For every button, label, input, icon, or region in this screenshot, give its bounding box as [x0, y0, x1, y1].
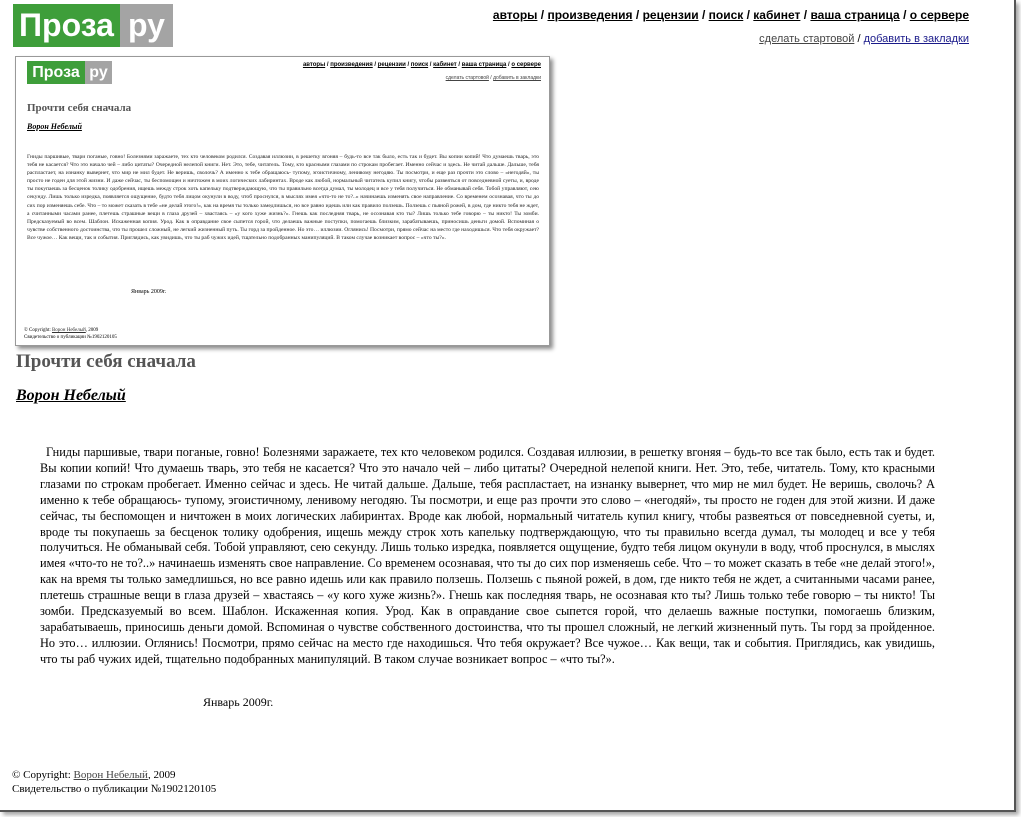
thumb-add-bookmark: добавить в закладки	[493, 75, 541, 81]
make-start-page-link[interactable]: сделать стартовой	[759, 33, 855, 45]
nav-cabinet[interactable]: кабинет	[753, 8, 801, 22]
thumb-nav-item: о сервере	[511, 62, 541, 68]
sub-navigation	[759, 33, 969, 45]
nav-separator: /	[701, 8, 706, 22]
copyright-block	[12, 768, 216, 796]
work-title: Прочти себя сначала	[16, 351, 196, 372]
thumb-nav-separator: /	[326, 62, 329, 68]
thumb-nav-separator: /	[458, 62, 461, 68]
nav-your-page[interactable]: ваша страница	[810, 8, 900, 22]
logo-part-2: ру	[120, 4, 173, 47]
nav-search[interactable]: поиск	[708, 8, 744, 22]
thumb-nav-item: авторы	[302, 62, 326, 68]
thumb-copyright	[24, 327, 117, 341]
thumb-nav-item: произведения	[330, 62, 373, 68]
thumb-title: Прочти себя сначала	[27, 102, 132, 114]
logo-part-1: Проза	[13, 4, 120, 47]
thumb-nav-separator: /	[508, 62, 510, 68]
thumb-nav-item: рецензии	[377, 62, 406, 68]
copyright-prefix: © Copyright:	[12, 769, 71, 781]
thumb-nav-item: поиск	[410, 62, 429, 68]
work-date: Январь 2009г.	[203, 695, 274, 709]
thumb-date: Январь 2009г.	[131, 289, 167, 295]
thumb-logo-part-1: Проза	[27, 61, 85, 84]
nav-works[interactable]: произведения	[547, 8, 633, 22]
work-text: Гниды паршивые, твари поганые, говно! Болезнями заражаете, тех кто человеком родился. Создавая иллюзии, в решетку вгоняя – будь-то все так было, есть так и будет. Вы копии копий! Что думаешь тварь, это тебя не касается? Что это начало чей – либо цитаты? Очередной нелепой книги. Нет. Это, тебе, читатель. Тому, кто красными глазами по строкам пробегает. Именно сейчас и здесь. Не читай дальше. Дальше, тебя распластает, на изнанку вывернет, что мир не мил будет. Не веришь, сволочь? А именно к тебе обращаюсь- тупому, эгоистичному, ленивому негодяю. Ты посмотри, и еще раз прочти это слово – «негодяй», ты просто не годен для этой жизни. И даже сейчас, ты беспомощен и ничтожен в моих логических лабиринтах. Вроде как любой, нормальный читатель купил книгу, чтобы развеяться от повседневной суеты, и, вроде ты покупаешь за бесценок толику одобрения, ищешь между строк хоть капельку подтверждающую, что ты правильно всегда думал, ты молодец и все у тебя получиться. Не обманывай себя. Тобой управляют, сею секунду. Лишь только изредка, появляется ощущение, будто тебя лицом окунули в воду, чтоб проснулся, в мыслях имея «что-то не то?..» начинаешь изменять свое направление. Со временем осознавая, что ты до сих пор изменяешь себе. Что – то может сказать в тебе «не делай этого!», как на время ты только замедлишься, но все равно идешь или как правило ползешь. Ползешь с пьяной рожей, в дом, где никто тебя не ждет, а считанными часами ранее, плетешь страшные вещи в глаза друзей – хвастаясь – «у кого хуже жизнь?». Гнешь как последняя тварь, не осознавая кто ты? Лишь только тебе говорю – ты никто! Ты зомби. Предсказуемый во всем. Шаблон. Искаженная копия. Урод. Как в оправдание свое сыпется горой, что делаешь важные поступки, помогаешь близким, зарабатываешь, приносишь деньги домой. Вспоминая о чувстве собственного достоинства, что ты прошел сложный, не легкий жизненный путь. Ты горд за пройденное. Но это… иллюзии. Оглянись! Посмотри, прямо сейчас на место где находишься. Что тебя окружает? Все чужое… Как вещи, так и события. Приглядись, как увидишь, что ты раб чужих идей, тщательно подобранных манипуляций. В таком случае возникает вопрос – «что ты?».	[40, 445, 935, 666]
thumb-copyright-year: , 2009	[85, 328, 99, 333]
thumb-subnav: сделать стартовой / добавить в закладки	[445, 75, 541, 81]
thumb-make-start: сделать стартовой	[445, 75, 489, 81]
top-navigation	[493, 8, 969, 22]
thumb-copyright-prefix: © Copyright:	[24, 328, 51, 333]
nav-separator: /	[746, 8, 750, 22]
nav-separator: /	[803, 8, 808, 22]
thumb-nav-separator: /	[429, 62, 432, 68]
page-thumbnail	[15, 56, 550, 346]
thumb-certificate: Свидетельство о публикации №1902120105	[24, 335, 117, 340]
thumb-logo	[27, 61, 112, 84]
add-bookmark-link[interactable]: добавить в закладки	[863, 33, 969, 45]
nav-separator: /	[903, 8, 907, 22]
site-logo[interactable]	[13, 4, 173, 47]
thumb-nav-item: ваша страница	[461, 62, 507, 68]
copyright-year: , 2009	[147, 769, 176, 781]
thumb-copyright-author: Ворон Небелый	[51, 328, 86, 333]
thumb-nav-item: кабинет	[433, 62, 457, 68]
nav-separator: /	[635, 8, 640, 22]
thumb-navigation	[303, 62, 541, 68]
nav-about[interactable]: о сервере	[909, 8, 969, 22]
publication-certificate: Свидетельство о публикации №1902120105	[12, 783, 217, 795]
nav-authors[interactable]: авторы	[492, 8, 538, 22]
thumb-nav-separator: /	[407, 62, 410, 68]
thumb-author: Ворон Небелый	[27, 122, 82, 131]
thumb-logo-part-2: ру	[85, 61, 112, 84]
thumb-nav-separator: /	[374, 62, 377, 68]
nav-reviews[interactable]: рецензии	[642, 8, 699, 22]
thumb-body-text: Гниды паршивые, твари поганые, говно! Болезнями заражаете, тех кто человеком родился. Создавая иллюзии, в решетку вгоняя – будь-то все так было, есть так и будет. Вы копии копий! Что думаешь тварь, это тебя не касается? Что это начало чей – либо цитаты? Очередной нелепой книги. Нет. Это, тебе, читатель. Тому, кто красными глазами по строкам пробегает. Именно сейчас и здесь. Не читай дальше. Дальше, тебя распластает, на изнанку вывернет, что мир не мил будет. Не веришь, сволочь? А именно к тебе обращаюсь- тупому, эгоистичному, ленивому негодяю. Ты посмотри, и еще раз прочти это слово – «негодяй», ты просто не годен для этой жизни. И даже сейчас, ты беспомощен и ничтожен в моих логических лабиринтах. Вроде как любой, нормальный читатель купил книгу, чтобы развеяться от повседневной суеты, и, вроде ты покупаешь за бесценок толику одобрения, ищешь между строк хоть капельку подтверждающую, что ты правильно всегда думал, ты молодец и все у тебя получиться. Не обманывай себя. Тобой управляют, сею секунду. Лишь только изредка, появляется ощущение, будто тебя лицом окунули в воду, чтоб проснулся, в мыслях имея «что-то не то?..» начинаешь изменять свое направление. Со временем осознавая, что ты до сих пор изменяешь себе. Что – то может сказать в тебе «не делай этого!», как на время ты только замедлишься, но все равно идешь или как правило ползешь. Ползешь с пьяной рожей, в дом, где никто тебя не ждет, а считанными часами ранее, плетешь страшные вещи в глаза друзей – хвастаясь – «у кого хуже жизнь?». Гнешь как последняя тварь, не осознавая кто ты? Лишь только тебе говорю – ты никто! Ты зомби. Предсказуемый во всем. Шаблон. Искаженная копия. Урод. Как в оправдание свое сыпется горой, что делаешь важные поступки, помогаешь близким, зарабатываешь, приносишь деньги домой. Вспоминая о чувстве собственного достоинства, что ты прошел сложный, не легкий жизненный путь. Ты горд за пройденное. Но это… иллюзии. Оглянись! Посмотри, прямо сейчас на место где находишься. Что тебя окружает? Все чужое… Как вещи, так и события. Приглядись, как увидишь, что ты раб чужих идей, тщательно подобранных манипуляций. В таком случае возникает вопрос – «что ты?».	[27, 154, 539, 241]
author-link[interactable]: Ворон Небелый	[16, 387, 126, 404]
subnav-separator: /	[857, 33, 861, 45]
copyright-author-link[interactable]: Ворон Небелый	[73, 769, 148, 781]
nav-separator: /	[540, 8, 545, 22]
